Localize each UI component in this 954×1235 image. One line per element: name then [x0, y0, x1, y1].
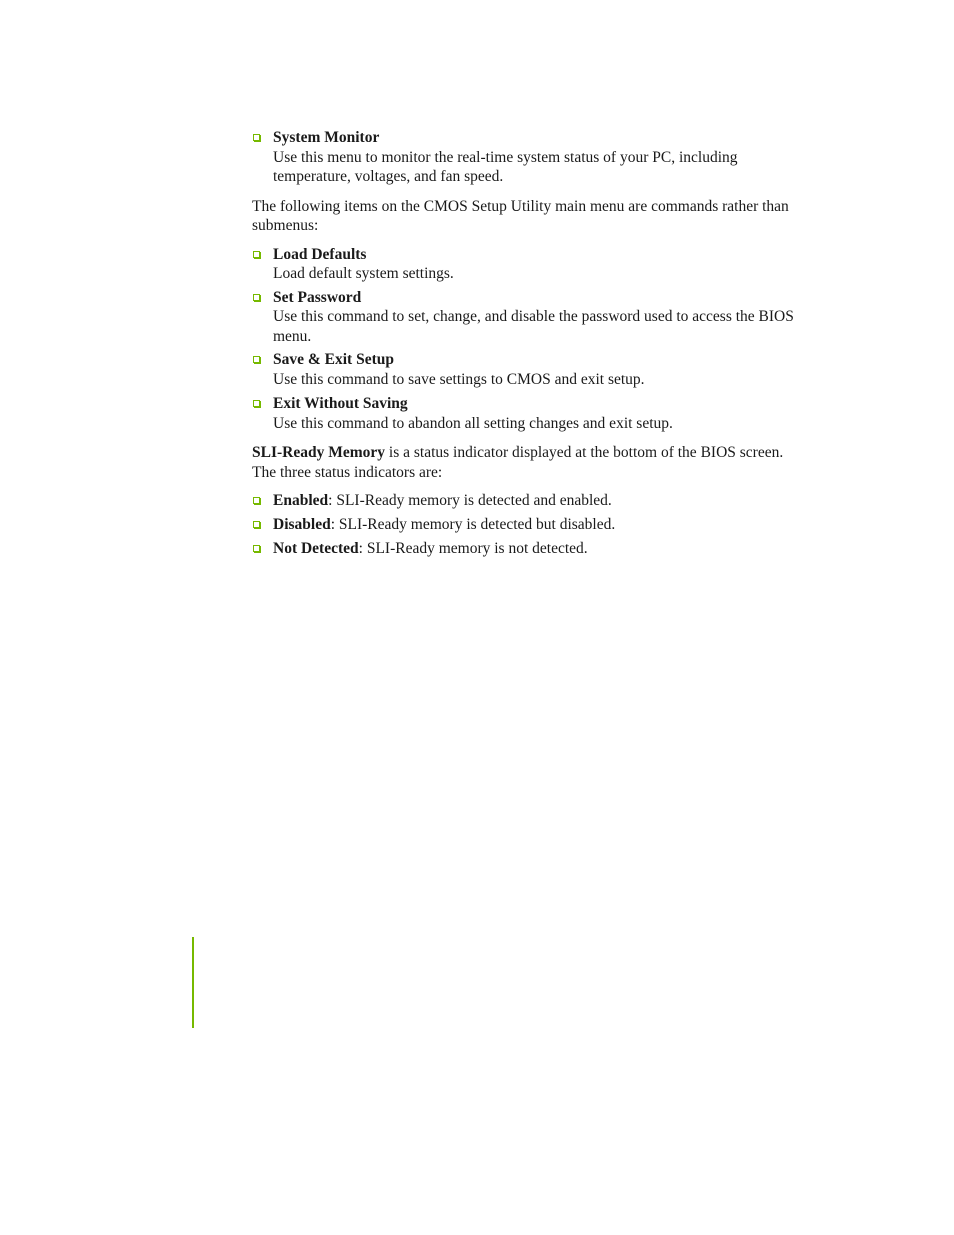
list-item-load-defaults — [252, 245, 797, 284]
item-title: Set Password — [273, 288, 362, 306]
checkbox-bullet-icon — [253, 251, 260, 258]
intro-paragraph: The following items on the CMOS Setup Utility main menu are commands rather than submenus: — [252, 197, 789, 234]
margin-accent-bar — [192, 937, 194, 1028]
list-item-system-monitor — [252, 128, 797, 187]
checkbox-bullet-icon — [253, 134, 260, 141]
status-title: Disabled — [273, 515, 331, 533]
checkbox-bullet-icon — [253, 545, 260, 552]
status-description: : SLI-Ready memory is detected but disabled. — [330, 515, 616, 533]
list-item-exit-without-saving — [252, 394, 797, 433]
checkbox-bullet-icon — [253, 400, 260, 407]
sli-ready-text: is a status indicator displayed at the bottom of the BIOS screen. The three status indicators are: — [252, 444, 784, 481]
checkbox-bullet-icon — [253, 356, 260, 363]
list-item-set-password — [252, 288, 797, 347]
list-item-disabled — [252, 515, 797, 535]
status-description: : SLI-Ready memory is detected and enabled. — [328, 492, 612, 509]
document-body — [252, 128, 797, 559]
list-item-enabled — [252, 491, 797, 511]
list-item-not-detected — [252, 539, 797, 559]
checkbox-bullet-icon — [253, 294, 260, 301]
item-title: Exit Without Saving — [273, 395, 408, 412]
checkbox-bullet-icon — [253, 521, 260, 528]
status-title: Not Detected — [273, 540, 359, 557]
item-title: Save & Exit Setup — [273, 351, 394, 368]
item-description: Use this command to abandon all setting changes and exit setup. — [273, 414, 673, 432]
item-description: Use this command to set, change, and disable the password used to access the BIOS menu. — [273, 308, 794, 345]
sli-ready-term: SLI-Ready Memory — [252, 444, 386, 461]
sli-ready-paragraph — [252, 443, 797, 482]
item-description: Load default system settings. — [273, 265, 454, 282]
item-title: Load Defaults — [273, 245, 367, 263]
status-title: Enabled — [273, 492, 329, 509]
status-description: : SLI-Ready memory is not detected. — [358, 540, 588, 557]
item-title: System Monitor — [273, 129, 380, 146]
item-description: Use this menu to monitor the real-time system status of your PC, including temperature, voltages, and fan speed. — [273, 148, 738, 185]
list-item-save-exit-setup — [252, 350, 797, 389]
item-description: Use this command to save settings to CMOS and exit setup. — [273, 370, 645, 388]
checkbox-bullet-icon — [253, 497, 260, 504]
